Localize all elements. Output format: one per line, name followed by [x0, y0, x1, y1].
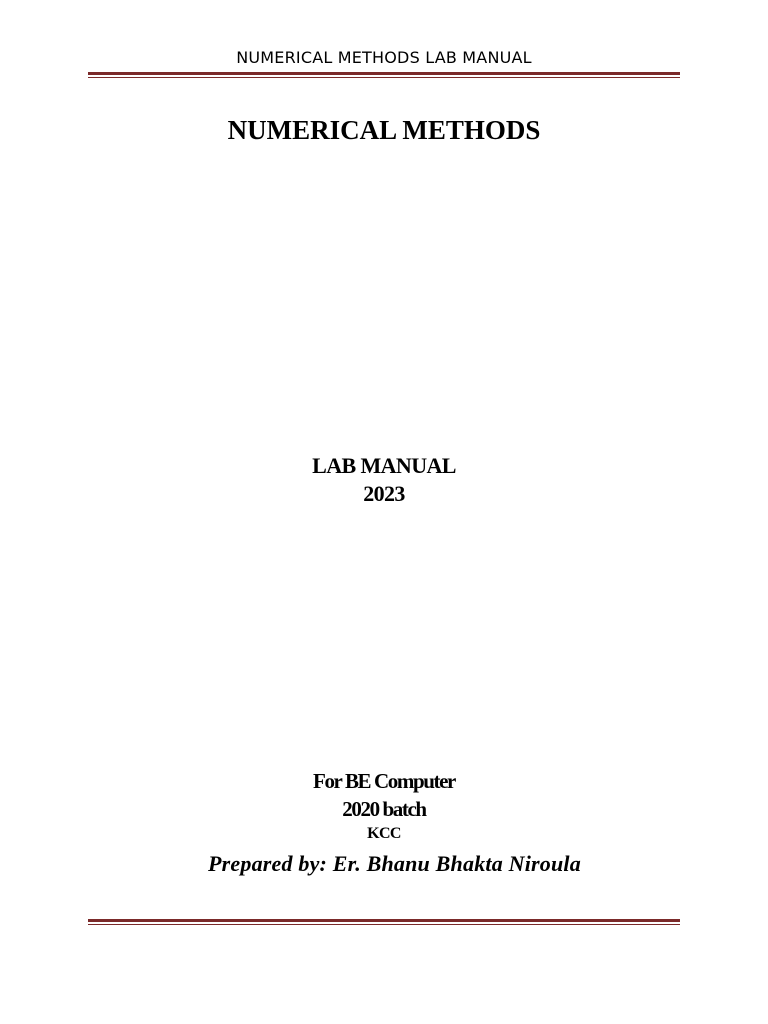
batch-label: 2020 batch: [342, 797, 426, 821]
manual-block: [0, 452, 768, 508]
running-header: NUMERICAL METHODS LAB MANUAL: [236, 48, 532, 67]
audience-label: For BE Computer: [313, 769, 455, 793]
footer-rule: [88, 919, 680, 925]
footer-rule-thick: [88, 919, 680, 922]
audience-block: [0, 767, 768, 845]
institution-label: KCC: [367, 825, 401, 842]
document-title: NUMERICAL METHODS: [227, 115, 541, 145]
header-rule-thin: [88, 77, 680, 78]
prepared-by-line: Prepared by: Er. Bhanu Bhakta Niroula: [208, 851, 581, 876]
manual-label: LAB MANUAL: [312, 453, 456, 478]
header-rule: [88, 72, 680, 78]
header-rule-thick: [88, 72, 680, 75]
footer-rule-thin: [88, 924, 680, 925]
manual-year: 2023: [363, 481, 405, 506]
